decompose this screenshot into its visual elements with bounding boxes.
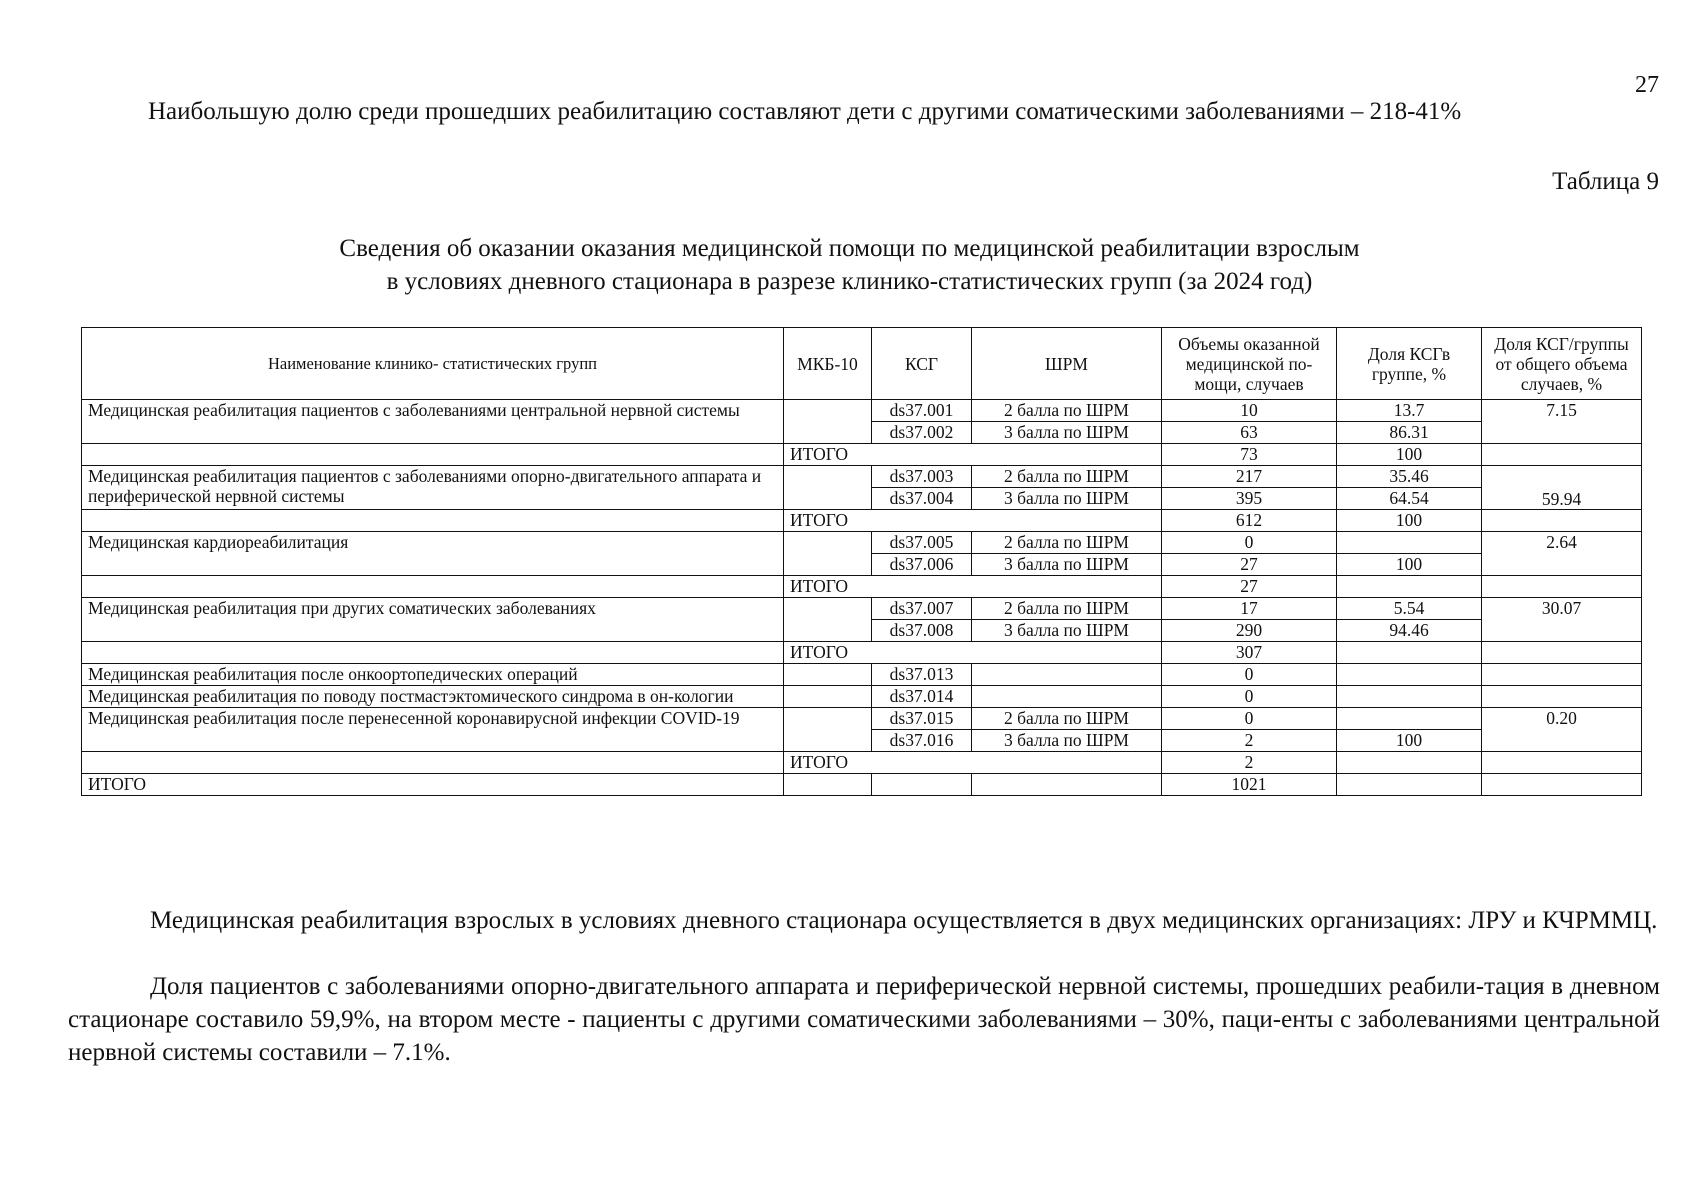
intro-text: Наибольшую долю среди прошедших реабилитацию составляют дети с другими соматическими заболеваниями – 218-41%	[148, 98, 1462, 125]
volume-cell: 27	[1162, 554, 1337, 576]
empty-cell	[1482, 752, 1642, 774]
empty-cell	[82, 576, 784, 598]
shrm-cell: 3 балла по ШРМ	[972, 554, 1162, 576]
total-share-cell: 7.15	[1482, 400, 1642, 444]
group-name: Медицинская реабилитация после онкоортопедических операций	[82, 664, 784, 686]
share-cell	[1337, 686, 1482, 708]
shrm-cell	[972, 686, 1162, 708]
volume-cell: 612	[1162, 510, 1337, 532]
volume-cell: 10	[1162, 400, 1337, 422]
group-name: Медицинская реабилитация при других соматических заболеваниях	[82, 598, 784, 642]
group-name: Медицинская реабилитация пациентов с заболеваниями центральной нервной системы	[82, 400, 784, 444]
shrm-cell: 3 балла по ШРМ	[972, 620, 1162, 642]
paragraph-1: Медицинская реабилитация взрослых в условиях дневного стационара осуществляется в двух медицинских организациях: ЛРУ и КЧРММЦ.	[150, 907, 1658, 934]
group-name: Медицинская реабилитация после перенесенной коронавирусной инфекции COVID-19	[82, 708, 784, 752]
group-name: Медицинская реабилитация по поводу постмастэктомического синдрома в он-кологии	[82, 686, 784, 708]
header-share-in-group: Доля КСГв группе, %	[1337, 328, 1482, 400]
table-title-line-1: Сведения об оказании оказания медицинской помощи по медицинской реабилитации взрослым	[339, 235, 1360, 262]
volume-cell: 0	[1162, 708, 1337, 730]
mkb-cell	[784, 664, 872, 686]
header-shrm: ШРМ	[972, 328, 1162, 400]
header-row	[82, 328, 1642, 400]
table-title	[0, 232, 1699, 298]
shrm-cell: 3 балла по ШРМ	[972, 422, 1162, 444]
volume-cell: 395	[1162, 488, 1337, 510]
volume-cell: 0	[1162, 664, 1337, 686]
empty-cell	[1337, 752, 1482, 774]
shrm-cell	[972, 664, 1162, 686]
volume-cell: 63	[1162, 422, 1337, 444]
header-volume: Объемы оказанной медицинской по-мощи, случаев	[1162, 328, 1337, 400]
table-row	[82, 466, 1642, 488]
table-label: Таблица 9	[1552, 168, 1659, 195]
grand-total-volume: 1021	[1162, 774, 1337, 796]
subtotal-label: ИТОГО	[784, 444, 1162, 466]
empty-cell	[1337, 576, 1482, 598]
subtotal-label: ИТОГО	[784, 576, 1162, 598]
subtotal-row	[82, 752, 1642, 774]
share-cell: 94.46	[1337, 620, 1482, 642]
empty-cell	[1482, 444, 1642, 466]
shrm-cell: 2 балла по ШРМ	[972, 466, 1162, 488]
ksg-code: ds37.006	[872, 554, 972, 576]
ksg-code: ds37.014	[872, 686, 972, 708]
share-cell: 100	[1337, 554, 1482, 576]
page-number: 27	[1635, 72, 1659, 98]
total-share-cell: 2.64	[1482, 532, 1642, 576]
volume-cell: 217	[1162, 466, 1337, 488]
group-name: Медицинская реабилитация пациентов с заболеваниями опорно-двигательного аппарата и периферической нервной системы	[82, 466, 784, 510]
empty-cell	[1337, 774, 1482, 796]
share-cell: 5.54	[1337, 598, 1482, 620]
empty-cell	[82, 444, 784, 466]
ksg-code: ds37.015	[872, 708, 972, 730]
subtotal-label: ИТОГО	[784, 510, 1162, 532]
empty-cell	[784, 774, 872, 796]
total-share-cell	[1482, 686, 1642, 708]
ksg-code: ds37.002	[872, 422, 972, 444]
subtotal-row	[82, 642, 1642, 664]
volume-cell: 307	[1162, 642, 1337, 664]
total-share-cell: 30.07	[1482, 598, 1642, 642]
empty-cell	[82, 510, 784, 532]
total-share-cell	[1482, 664, 1642, 686]
header-share-total: Доля КСГ/группы от общего объема случаев, %	[1482, 328, 1642, 400]
ksg-code: ds37.007	[872, 598, 972, 620]
header-group: Наименование клинико- статистических групп	[82, 328, 784, 400]
subtotal-label: ИТОГО	[784, 642, 1162, 664]
empty-cell	[82, 752, 784, 774]
volume-cell: 0	[1162, 532, 1337, 554]
empty-cell	[1482, 576, 1642, 598]
shrm-cell: 2 балла по ШРМ	[972, 598, 1162, 620]
ksg-code: ds37.016	[872, 730, 972, 752]
share-cell: 100	[1337, 510, 1482, 532]
mkb-cell	[784, 686, 872, 708]
subtotal-row	[82, 444, 1642, 466]
share-cell: 100	[1337, 444, 1482, 466]
table-row	[82, 532, 1642, 554]
ksg-code: ds37.001	[872, 400, 972, 422]
shrm-cell: 2 балла по ШРМ	[972, 708, 1162, 730]
ksg-code: ds37.005	[872, 532, 972, 554]
share-cell: 100	[1337, 730, 1482, 752]
empty-cell	[1337, 642, 1482, 664]
subtotal-row	[82, 510, 1642, 532]
share-cell	[1337, 532, 1482, 554]
mkb-cell	[784, 708, 872, 752]
volume-cell: 2	[1162, 752, 1337, 774]
empty-cell	[1482, 774, 1642, 796]
empty-cell	[1482, 510, 1642, 532]
empty-cell	[1482, 642, 1642, 664]
share-cell: 64.54	[1337, 488, 1482, 510]
share-cell: 86.31	[1337, 422, 1482, 444]
share-cell: 35.46	[1337, 466, 1482, 488]
mkb-cell	[784, 598, 872, 642]
header-mkb: МКБ-10	[784, 328, 872, 400]
empty-cell	[82, 642, 784, 664]
ksg-table	[81, 327, 1642, 796]
shrm-cell: 3 балла по ШРМ	[972, 730, 1162, 752]
share-cell	[1337, 664, 1482, 686]
volume-cell: 73	[1162, 444, 1337, 466]
table-row	[82, 400, 1642, 422]
ksg-code: ds37.008	[872, 620, 972, 642]
ksg-code: ds37.004	[872, 488, 972, 510]
empty-cell	[972, 774, 1162, 796]
paragraph-2: Доля пациентов с заболеваниями опорно-двигательного аппарата и периферической нервной системы, прошедших реабили-тация в дневном стационаре составило 59,9%, на втором месте - пациенты с другими соматическими заболеваниями – 30%, паци-енты с заболеваниями центральной нервной системы составили – 7.1%.	[68, 973, 1660, 1066]
grand-total-label: ИТОГО	[82, 774, 784, 796]
mkb-cell	[784, 466, 872, 510]
ksg-code: ds37.013	[872, 664, 972, 686]
volume-cell: 17	[1162, 598, 1337, 620]
table-row	[82, 664, 1642, 686]
subtotal-label: ИТОГО	[784, 752, 1162, 774]
header-ksg: КСГ	[872, 328, 972, 400]
shrm-cell: 2 балла по ШРМ	[972, 532, 1162, 554]
ksg-code: ds37.003	[872, 466, 972, 488]
share-cell: 13.7	[1337, 400, 1482, 422]
table-title-line-2: в условиях дневного стационара в разрезе клинико-статистических групп (за 2024 год)	[386, 268, 1313, 295]
volume-cell: 0	[1162, 686, 1337, 708]
grand-total-row	[82, 774, 1642, 796]
shrm-cell: 3 балла по ШРМ	[972, 488, 1162, 510]
volume-cell: 2	[1162, 730, 1337, 752]
subtotal-row	[82, 576, 1642, 598]
empty-cell	[872, 774, 972, 796]
total-share-cell: 59.94	[1482, 466, 1642, 510]
table-row	[82, 598, 1642, 620]
mkb-cell	[784, 400, 872, 444]
shrm-cell: 2 балла по ШРМ	[972, 400, 1162, 422]
total-share-cell: 0.20	[1482, 708, 1642, 752]
table-row	[82, 708, 1642, 730]
mkb-cell	[784, 532, 872, 576]
group-name: Медицинская кардиореабилитация	[82, 532, 784, 576]
share-cell	[1337, 708, 1482, 730]
volume-cell: 290	[1162, 620, 1337, 642]
volume-cell: 27	[1162, 576, 1337, 598]
table-row	[82, 686, 1642, 708]
